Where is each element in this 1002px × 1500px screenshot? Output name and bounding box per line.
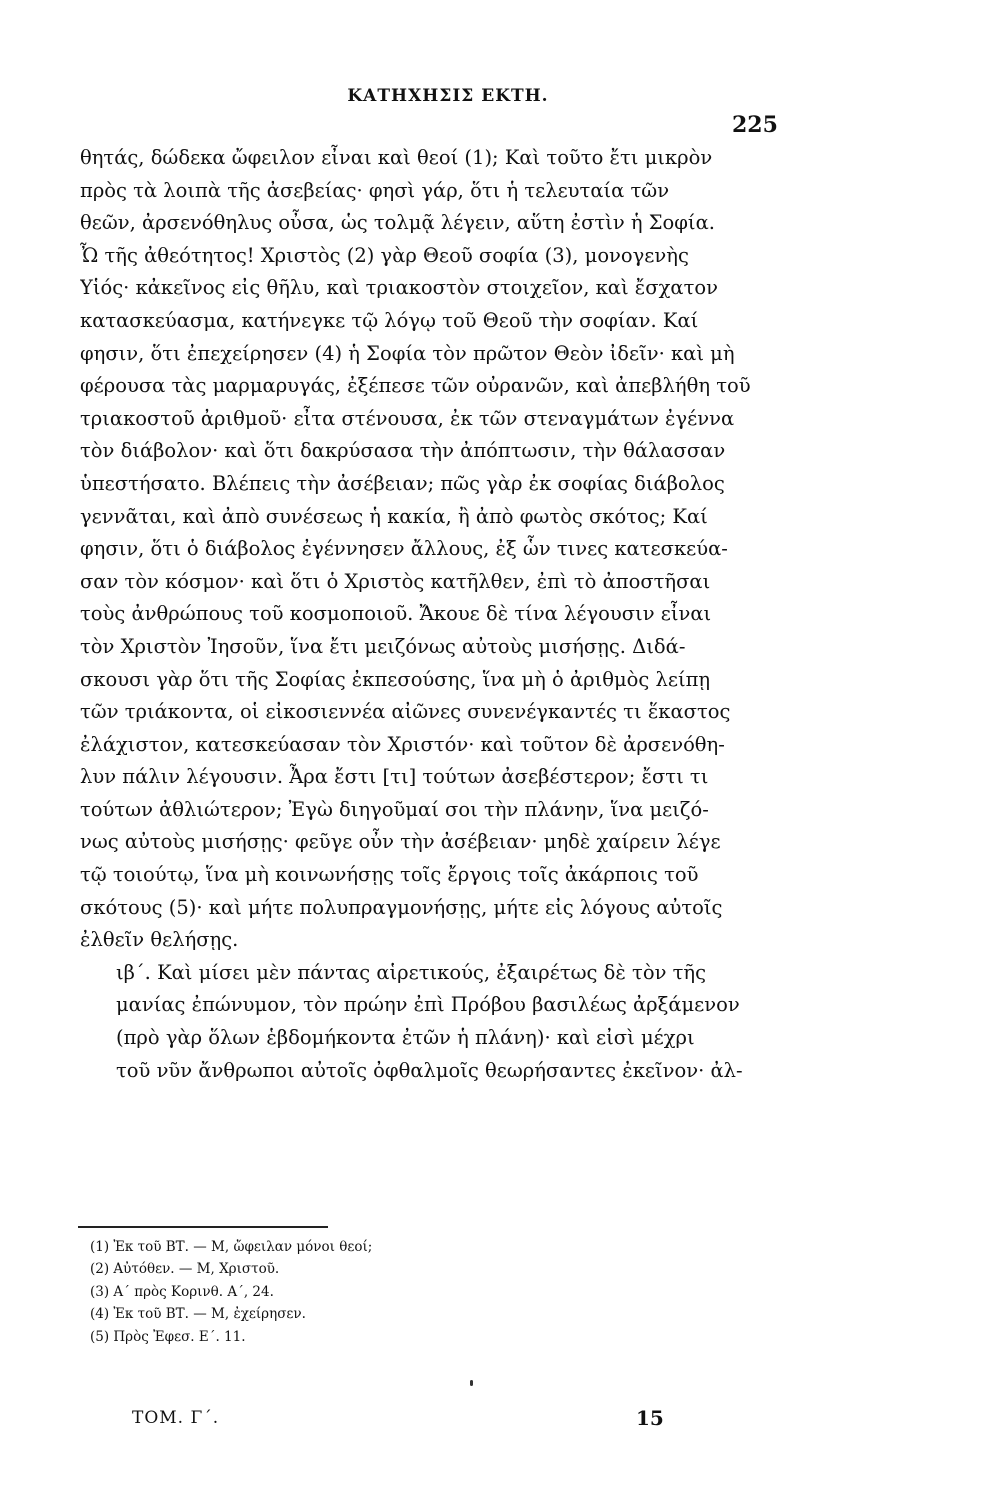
text-line: κατασκεύασμα, κατήνεγκε τῷ λόγῳ τοῦ Θεοῦ τὴν σοφίαν. Καί (80, 308, 699, 332)
text-line: ἐλθεῖν θελήσῃς. (80, 928, 239, 952)
text-line: τῷ τοιούτῳ, ἵνα μὴ κοινωνήσῃς τοῖς ἔργοις τοῖς ἀκάρποις τοῦ (80, 863, 699, 887)
text-line: νως αὐτοὺς μισήσῃς· φεῦγε οὖν τὴν ἀσέβειαν· μηδὲ χαίρειν λέγε (80, 830, 721, 854)
ink-speck (470, 1380, 473, 1386)
text-line: σκότους (5)· καὶ μήτε πολυπραγμονήσῃς, μήτε εἰς λόγους αὐτοῖς (80, 895, 723, 919)
text-line: τοῦ νῦν ἄνθρωποι αὐτοῖς ὀφθαλμοῖς θεωρήσαντες ἐκεῖνον· ἀλ- (116, 1058, 743, 1082)
text-line: τῶν τριάκοντα, οἱ εἰκοσιεννέα αἰῶνες συνενέγκαντές τι ἕκαστος (80, 700, 731, 724)
signature-mark: ΤΟΜ. Γ΄. (132, 1408, 220, 1428)
footnote: (3) Α΄ πρὸς Κορινθ. Α΄, 24. (90, 1283, 274, 1300)
text-line: γεννᾶται, καὶ ἀπὸ συνέσεως ἡ κακία, ἢ ἀπὸ φωτὸς σκότος; Καί (80, 504, 708, 528)
text-line: τὸν διάβολον· καὶ ὅτι δακρύσασα τὴν ἀπόπτωσιν, τὴν θάλασσαν (80, 439, 726, 463)
text-line: φέρουσα τὰς μαρμαρυγάς, ἐξέπεσε τῶν οὐρανῶν, καὶ ἀπεβλήθη τοῦ (80, 374, 751, 398)
folio-number: 15 (636, 1406, 664, 1430)
footnote: (2) Αὐτόθεν. — Μ, Χριστοῦ. (90, 1261, 280, 1278)
text-line: πρὸς τὰ λοιπὰ τῆς ἀσεβείας· φησὶ γάρ, ὅτι ἡ τελευταία τῶν (80, 178, 670, 202)
footnote-divider (78, 1226, 328, 1228)
text-line: τριακοστοῦ ἀριθμοῦ· εἶτα στένουσα, ἐκ τῶν στεναγμάτων ἐγέννα (80, 406, 735, 430)
text-line: τὸν Χριστὸν Ἰησοῦν, ἵνα ἔτι μειζόνως αὐτοὺς μισήσῃς. Διδά- (80, 634, 686, 658)
text-line: ιβ΄. Καὶ μίσει μὲν πάντας αἱρετικούς, ἐξαιρέτως δὲ τὸν τῆς (116, 960, 707, 984)
page-number: 225 (732, 112, 778, 138)
text-line: ἐλάχιστον, κατεσκεύασαν τὸν Χριστόν· καὶ τοῦτον δὲ ἀρσενόθη- (80, 732, 725, 756)
text-line: Υἱός· κἀκεῖνος εἰς θῆλυ, καὶ τριακοστὸν στοιχεῖον, καὶ ἔσχατον (80, 276, 718, 300)
text-line: τούτων ἀθλιώτερον; Ἐγὼ διηγοῦμαί σοι τὴν πλάνην, ἵνα μειζό- (80, 797, 709, 821)
footnote: (4) Ἐκ τοῦ ΒΤ. — Μ, ἐχείρησεν. (90, 1306, 306, 1323)
running-title: ΚΑΤΗΧΗΣΙΣ ΕΚΤΗ. (347, 86, 549, 106)
paragraph-1 (80, 142, 770, 957)
main-text (80, 142, 770, 1087)
text-line: φησιν, ὅτι ἐπεχείρησεν (4) ἡ Σοφία τὸν πρῶτον Θεὸν ἰδεῖν· καὶ μὴ (80, 341, 735, 365)
footnotes (90, 1236, 650, 1348)
text-line: μανίας ἐπώνυμον, τὸν πρώην ἐπὶ Πρόβου βασιλέως ἀρξάμενον (116, 993, 740, 1017)
text-line: θεῶν, ἀρσενόθηλυς οὖσα, ὡς τολμᾷ λέγειν, αὕτη ἐστὶν ἡ Σοφία. (80, 211, 715, 235)
text-line: θητάς, δώδεκα ὤφειλον εἶναι καὶ θεοί (1); Καὶ τοῦτο ἔτι μικρὸν (80, 146, 713, 169)
text-line: Ὦ τῆς ἀθεότητος! Χριστὸς (2) γὰρ Θεοῦ σοφία (3), μονογενὴς (80, 243, 689, 267)
text-line: σκουσι γὰρ ὅτι τῆς Σοφίας ἐκπεσούσης, ἵνα μὴ ὁ ἀριθμὸς λείπῃ (80, 667, 711, 691)
text-line: ὑπεστήσατο. Βλέπεις τὴν ἀσέβειαν; πῶς γὰρ ἐκ σοφίας διάβολος (80, 471, 725, 495)
text-line: (πρὸ γὰρ ὅλων ἑβδομήκοντα ἐτῶν ἡ πλάνη)· καὶ εἰσὶ μέχρι (116, 1026, 695, 1050)
text-line: σαν τὸν κόσμον· καὶ ὅτι ὁ Χριστὸς κατῆλθεν, ἐπὶ τὸ ἀποστῆσαι (80, 569, 711, 593)
footnote: (1) Ἐκ τοῦ ΒΤ. — Μ, ὤφειλαν μόνοι θεοί; (90, 1239, 373, 1255)
text-line: λυν πάλιν λέγουσιν. Ἆρα ἔστι [τι] τούτων ἀσεβέστερον; ἔστι τι (80, 765, 709, 789)
paragraph-2 (80, 957, 770, 1087)
text-line: τοὺς ἀνθρώπους τοῦ κοσμοποιοῦ. Ἄκουε δὲ τίνα λέγουσιν εἶναι (80, 602, 712, 626)
text-line: φησιν, ὅτι ὁ διάβολος ἐγέννησεν ἄλλους, ἐξ ὧν τινες κατεσκεύα- (80, 537, 728, 561)
footnote: (5) Πρὸς Ἐφεσ. Ε΄. 11. (90, 1328, 246, 1345)
